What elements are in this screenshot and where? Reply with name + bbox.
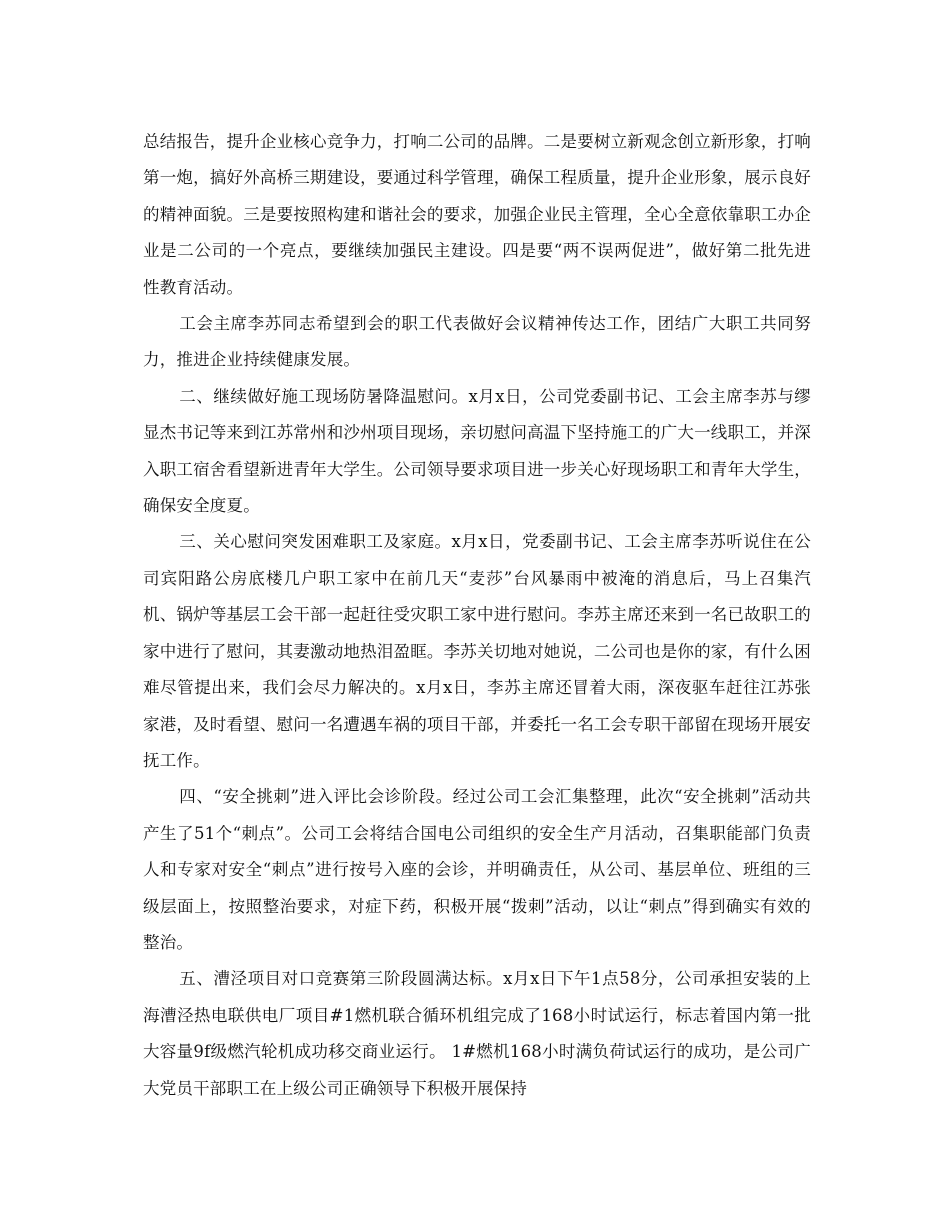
paragraph-2: 工会主席李苏同志希望到会的职工代表做好会议精神传达工作，团结广大职工共同努力，推进企业持续健康发展。 xyxy=(143,314,811,370)
paragraph-4: 三、关心慰问突发困难职工及家庭。x月x日，党委副书记、工会主席李苏听说住在公司宾阳路公房底楼几户职工家中在前几天“麦莎”台风暴雨中被淹的消息后，马上召集汽机、锅炉等基层工会干部一起赶往受灾职工家中进行慰问。李苏主席还来到一名已故职工的家中进行了慰问，其妻激动地热泪盈眶。李苏关切地对她说，二公司也是你的家，有什么困难尽管提出来，我们会尽力解决的。x月x日，李苏主席还冒着大雨，深夜驱车赶往江苏张家港，及时看望、慰问一名遭遇车祸的项目干部，并委托一名工会专职干部留在现场开展安抚工作。 xyxy=(143,532,811,770)
document-body xyxy=(143,124,811,1107)
paragraph-6: 五、漕泾项目对口竞赛第三阶段圆满达标。x月x日下午1点58分，公司承担安装的上海漕泾热电联供电厂项目#1燃机联合循环机组完成了168小时试运行，标志着国内第一批大容量9f级燃汽轮机成功移交商业运行。 1#燃机168小时满负荷试运行的成功，是公司广大党员干部职工在上级公司正确领导下积极开展保持 xyxy=(143,969,811,1098)
paragraph-5: 四、“安全挑刺”进入评比会诊阶段。经过公司工会汇集整理，此次“安全挑刺”活动共产生了51个“刺点”。公司工会将结合国电公司组织的安全生产月活动，召集职能部门负责人和专家对安全“刺点”进行按号入座的会诊，并明确责任，从公司、基层单位、班组的三级层面上，按照整治要求，对症下药，积极开展“拨刺”活动，以让“刺点”得到确实有效的整治。 xyxy=(143,787,811,952)
paragraph-3: 二、继续做好施工现场防暑降温慰问。x月x日，公司党委副书记、工会主席李苏与缪显杰书记等来到江苏常州和沙州项目现场，亲切慰问高温下坚持施工的广大一线职工，并深入职工宿舍看望新进青年大学生。公司领导要求项目进一步关心好现场职工和青年大学生，确保安全度夏。 xyxy=(143,386,811,516)
paragraph-1: 总结报告，提升企业核心竞争力，打响二公司的品牌。二是要树立新观念创立新形象，打响第一炮，搞好外高桥三期建设，要通过科学管理，确保工程质量，提升企业形象，展示良好的精神面貌。三是要按照构建和谐社会的要求，加强企业民主管理，全心全意依靠职工办企业是二公司的一个亮点，要继续加强民主建设。四是要“两不误两促进”，做好第二批先进性教育活动。 xyxy=(143,132,811,297)
